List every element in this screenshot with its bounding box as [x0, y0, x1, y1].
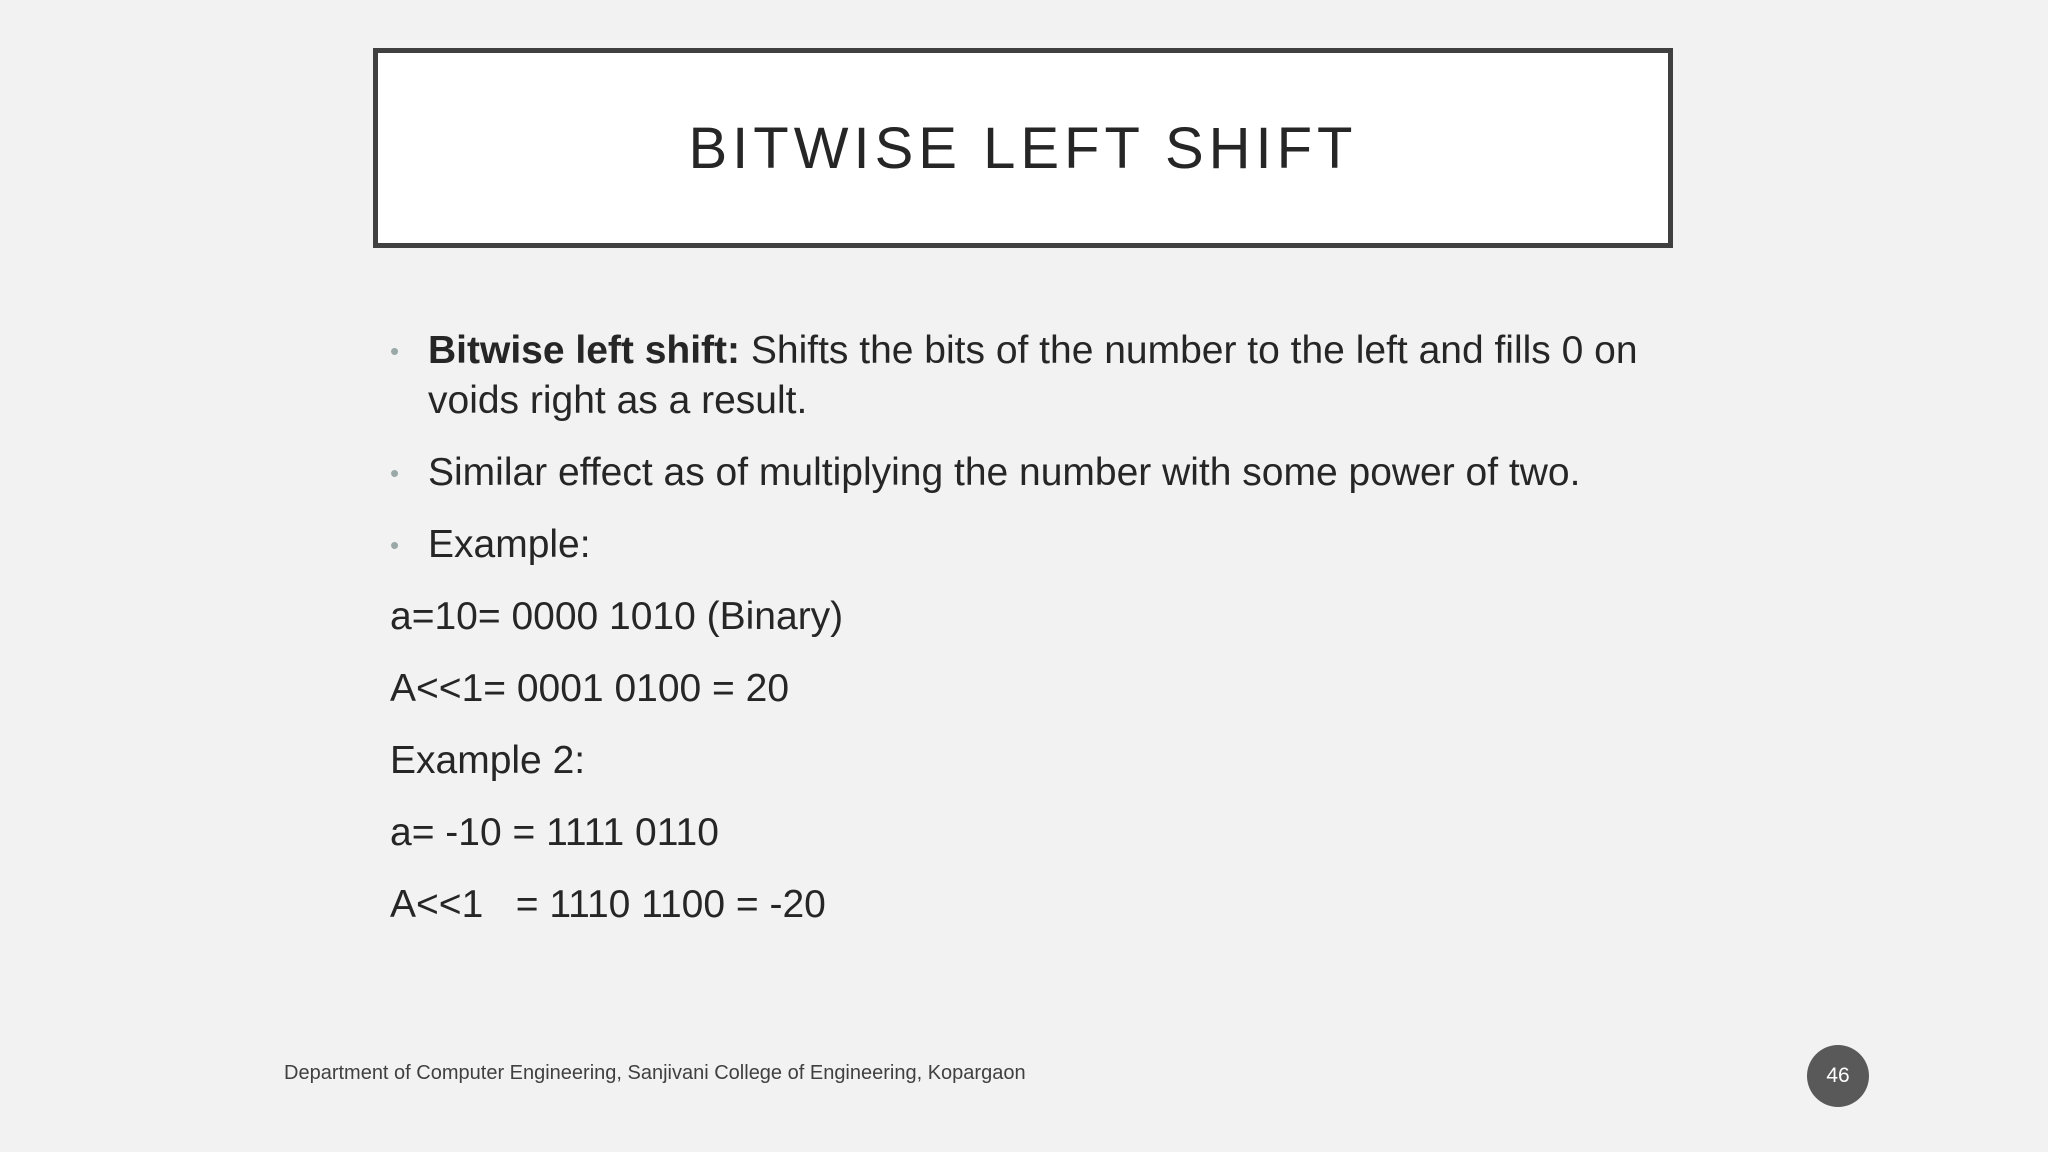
bullet-text: Shifts the bits of the number to the left and fills 0 on voids right as a result.	[428, 329, 1638, 422]
example-line: A<<1 = 1110 1100 = -20	[390, 883, 826, 926]
example-line: A<<1= 0001 0100 = 20	[390, 667, 790, 710]
bullet-icon: •	[390, 336, 400, 366]
slide-title-box	[373, 48, 1673, 248]
example-line: a= -10 = 1111 0110	[390, 811, 719, 854]
bullet-icon: •	[390, 458, 400, 488]
slide-content	[390, 326, 1680, 952]
bullet-item	[390, 520, 1680, 570]
bullet-text: Example:	[428, 523, 591, 566]
example-line: Example 2:	[390, 739, 586, 782]
example-line: a=10= 0000 1010 (Binary)	[390, 595, 844, 638]
bullet-icon: •	[390, 530, 400, 560]
bullet-bold-text: Bitwise left shift:	[428, 329, 741, 372]
page-number-badge: 46	[1807, 1045, 1869, 1107]
bullet-text: Similar effect as of multiplying the number with some power of two.	[428, 451, 1581, 494]
footer-text: Department of Computer Engineering, Sanjivani College of Engineering, Kopargaon	[284, 1062, 1026, 1084]
bullet-item	[390, 326, 1680, 426]
slide-title: BITWISE LEFT SHIFT	[688, 115, 1358, 181]
bullet-item	[390, 448, 1680, 498]
